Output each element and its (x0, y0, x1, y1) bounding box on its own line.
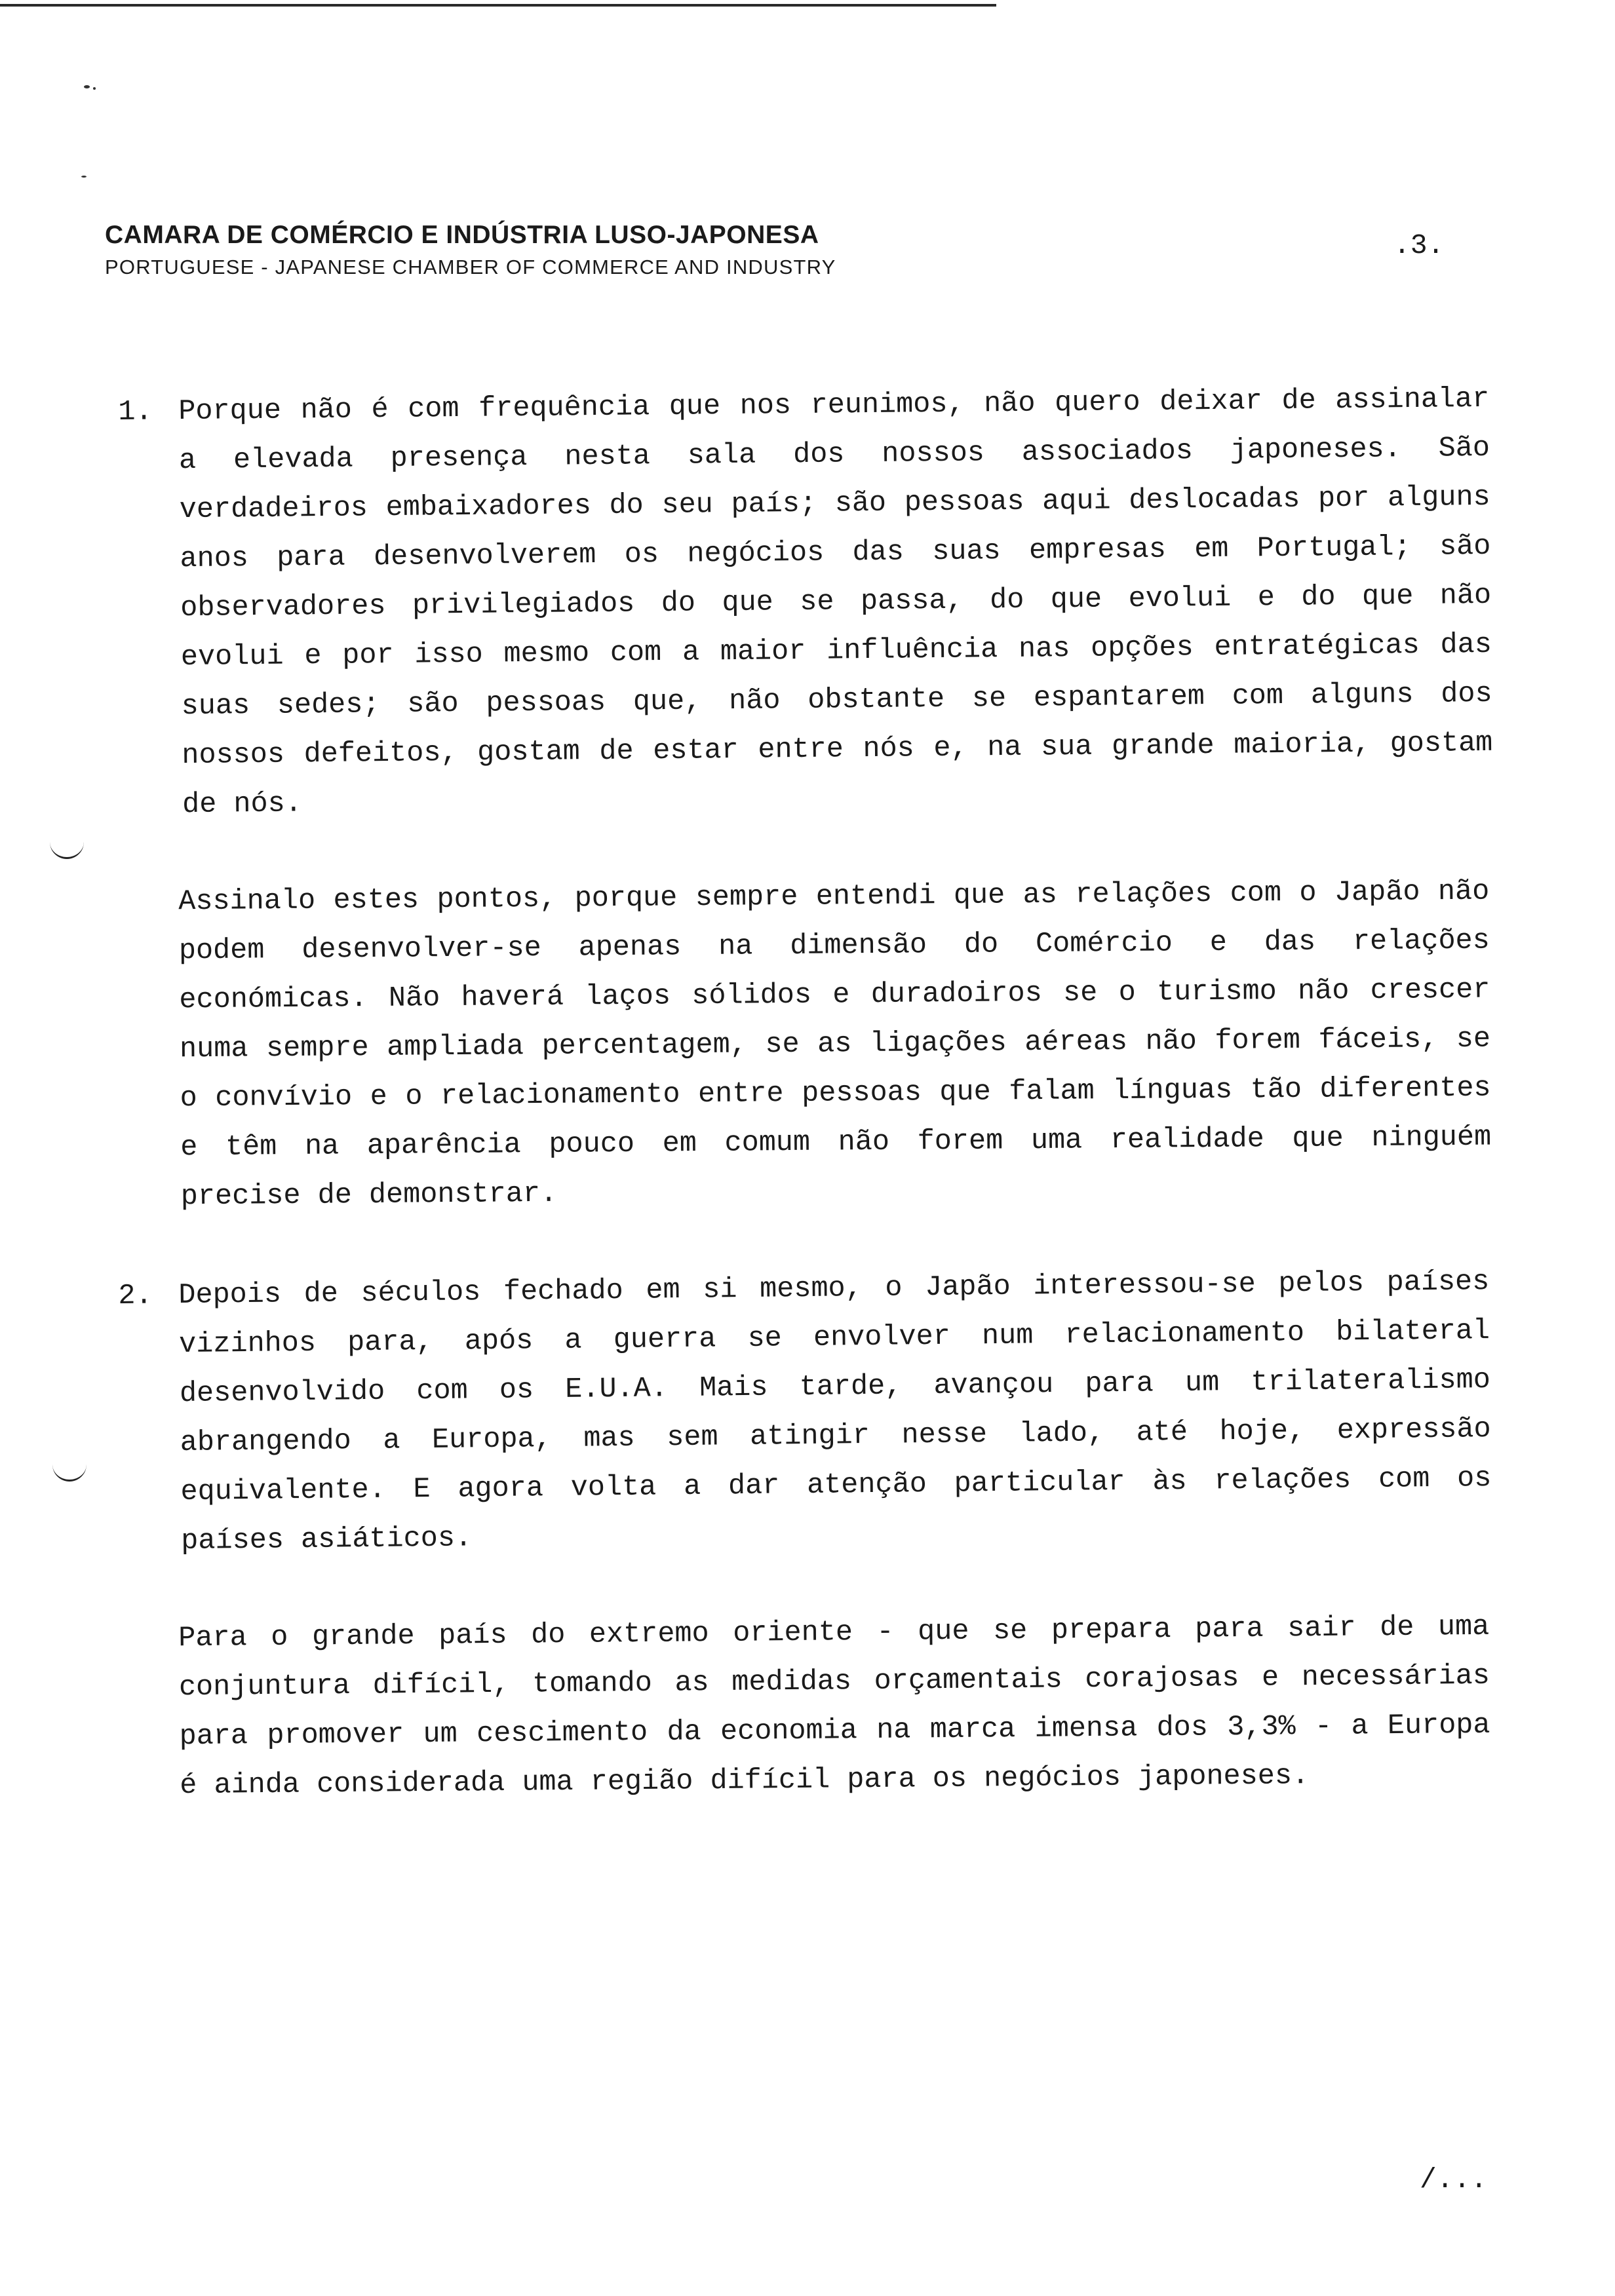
letterhead-title-pt: CAMARA DE COMÉRCIO E INDÚSTRIA LUSO-JAPONESA (105, 221, 819, 249)
top-edge-rule (0, 4, 996, 7)
document-body (118, 383, 1494, 1811)
continuation-mark: /... (1420, 2164, 1488, 2196)
letterhead-title-en: PORTUGUESE - JAPANESE CHAMBER OF COMMERCE AND INDUSTRY (105, 256, 836, 278)
paragraph-4 (118, 1603, 1491, 1811)
paragraph-number: 2. (118, 1280, 153, 1312)
scan-speck (81, 176, 87, 178)
paragraph-3 (118, 1257, 1492, 1567)
scan-speck (93, 87, 96, 90)
paragraph-text: Assinalo estes pontos, porque sempre entendi que as relações com o Japão não podem desenvolver-se apenas na dimensão do Comércio e das relações económicas. Não haverá laços sólidos e duradoiros se o turismo não crescer numa sempre ampliada percentagem, se as ligações aéreas não forem fáceis, se o convívio e o relacionamento entre pessoas que falam línguas tão diferentes e têm na aparência pouco em comum não forem uma realidade que ninguém precise de demonstrar. (178, 875, 1492, 1214)
paragraph-text: Porque não é com frequência que nos reunimos, não quero deixar de assinalar a elevada presença nesta sala dos nossos associados japoneses. São verdadeiros embaixadores do seu país; são pessoas aqui deslocadas por alguns anos para desenvolverem os negócios das suas empresas em Portugal; são observadores privilegiados do que se passa, do que evolui e do que não evolui e por isso mesmo com a maior influência nas opções entratégicas das suas sedes; são pessoas que, não obstante se espantarem com alguns dos nossos defeitos, gostam de estar entre nós e, na sua grande maioria, gostam de nós. (178, 383, 1493, 822)
paragraph-2 (118, 868, 1492, 1222)
handwritten-tick-mark (52, 1464, 87, 1482)
letterhead (105, 218, 836, 282)
page-number: .3. (1393, 229, 1445, 261)
paragraph-text: Depois de séculos fechado em si mesmo, o Japão interessou-se pelos países vizinhos para, após a guerra se envolver num relacionamento bilateral desenvolvido com os E.U.A. Mais tarde, avançou para um trilateralismo abrangendo a Europa, mas sem atingir nesse lado, até hoje, expressão equivalente. E agora volta a dar atenção particular às relações com os países asiáticos. (178, 1266, 1492, 1558)
paragraph-text: Para o grande país do extremo oriente - que se prepara para sair de uma conjuntura difícil, tomando as medidas orçamentais corajosas e necessárias para promover um cescimento da economia na marca imensa dos 3,3% - a Europa é ainda considerada uma região difícil para os negócios japoneses. (178, 1611, 1490, 1803)
paragraph-1 (118, 375, 1493, 830)
paragraph-number: 1. (118, 396, 153, 429)
handwritten-tick-mark (50, 841, 84, 859)
scan-speck (84, 85, 90, 88)
